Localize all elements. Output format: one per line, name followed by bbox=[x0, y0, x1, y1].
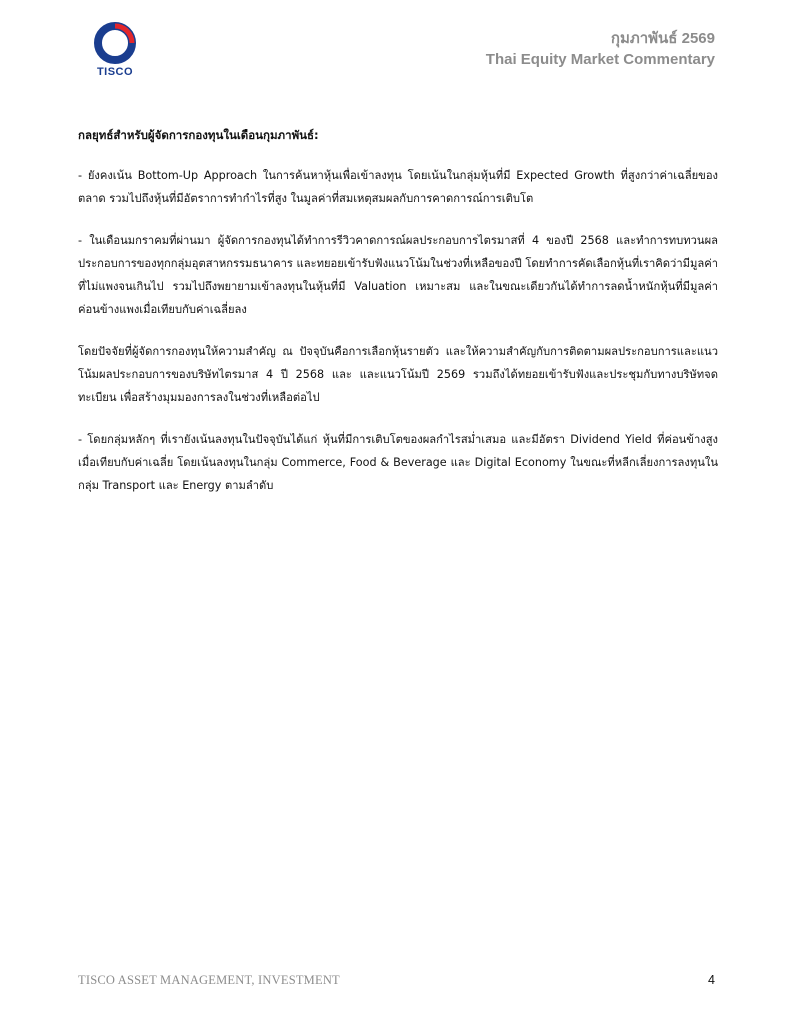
header-date: กุมภาพันธ์ 2569 bbox=[610, 30, 715, 47]
logo-text: TISCO bbox=[96, 66, 134, 78]
tisco-logo bbox=[88, 20, 142, 86]
paragraph-1: - ยังคงเน้น Bottom-Up Approach ในการค้นหาหุ้นเพื่อเข้าลงทุน โดยเน้นในกลุ่มหุ้นที่มี Expected Growth ที่สูงกว่าค่าเฉลี่ยของตลาด รวมไปถึงหุ้นที่มีอัตราการทำกำไรที่สูง ในมูลค่าที่สมเหตุสมผลกับการคาดการณ์การเติบโต bbox=[78, 169, 718, 205]
footer-company: TISCO ASSET MANAGEMENT, INVESTMENT bbox=[78, 973, 340, 987]
tisco-logo-icon bbox=[88, 20, 142, 66]
page-number: 4 bbox=[708, 973, 715, 987]
paragraph-2: - ในเดือนมกราคมที่ผ่านมา ผู้จัดการกองทุนได้ทำการรีวิวคาดการณ์ผลประกอบการไตรมาสที่ 4 ของปี 2568 และทำการทบทวนผลประกอบการของทุกกลุ่มอุตสาหกรรมธนาคาร และทยอยเข้ารับฟังแนวโน้มในช่วงที่เหลือของปี โดยทำการคัดเลือกหุ้นที่เราคิดว่ามีมูลค่าที่ไม่แพงจนเกินไป รวมไปถึงพยายามเข้าลงทุนในหุ้นที่มี Valuation เหมาะสม และในขณะเดียวกันได้ทำการลดน้ำหนักหุ้นที่มีมูลค่าค่อนข้างแพงเมื่อเทียบกับค่าเฉลี่ยลง bbox=[78, 234, 718, 316]
paragraph-3: โดยปัจจัยที่ผู้จัดการกองทุนให้ความสำคัญ ณ ปัจจุบันคือการเลือกหุ้นรายตัว และให้ความสำคัญกับการติดตามผลประกอบการและแนวโน้มผลประกอบการของบริษัทไตรมาส 4 ปี 2568 และ และแนวโน้มปี 2569 รวมถึงได้ทยอยเข้ารับฟังและประชุมกับทางบริษัทจดทะเบียน เพื่อสร้างมุมมองการลงในช่วงที่เหลือต่อไป bbox=[78, 345, 718, 404]
paragraph-4: - โดยกลุ่มหลักๆ ที่เรายังเน้นลงทุนในปัจจุบันได้แก่ หุ้นที่มีการเติบโตของผลกำไรสม่ำเสมอ และมีอัตรา Dividend Yield ที่ค่อนข้างสูงเมื่อเทียบกับค่าเฉลี่ย โดยเน้นลงทุนในกลุ่ม Commerce, Food & Beverage และ Digital Economy ในขณะที่หลีกเลี่ยงการลงทุนในกลุ่ม Transport และ Energy ตามลำดับ bbox=[78, 433, 718, 492]
section-heading: กลยุทธ์สำหรับผู้จัดการกองทุนในเดือนกุมภาพันธ์: bbox=[78, 128, 319, 142]
header-title: Thai Equity Market Commentary bbox=[485, 51, 715, 68]
commentary-body bbox=[78, 124, 718, 516]
page-header bbox=[486, 28, 715, 70]
